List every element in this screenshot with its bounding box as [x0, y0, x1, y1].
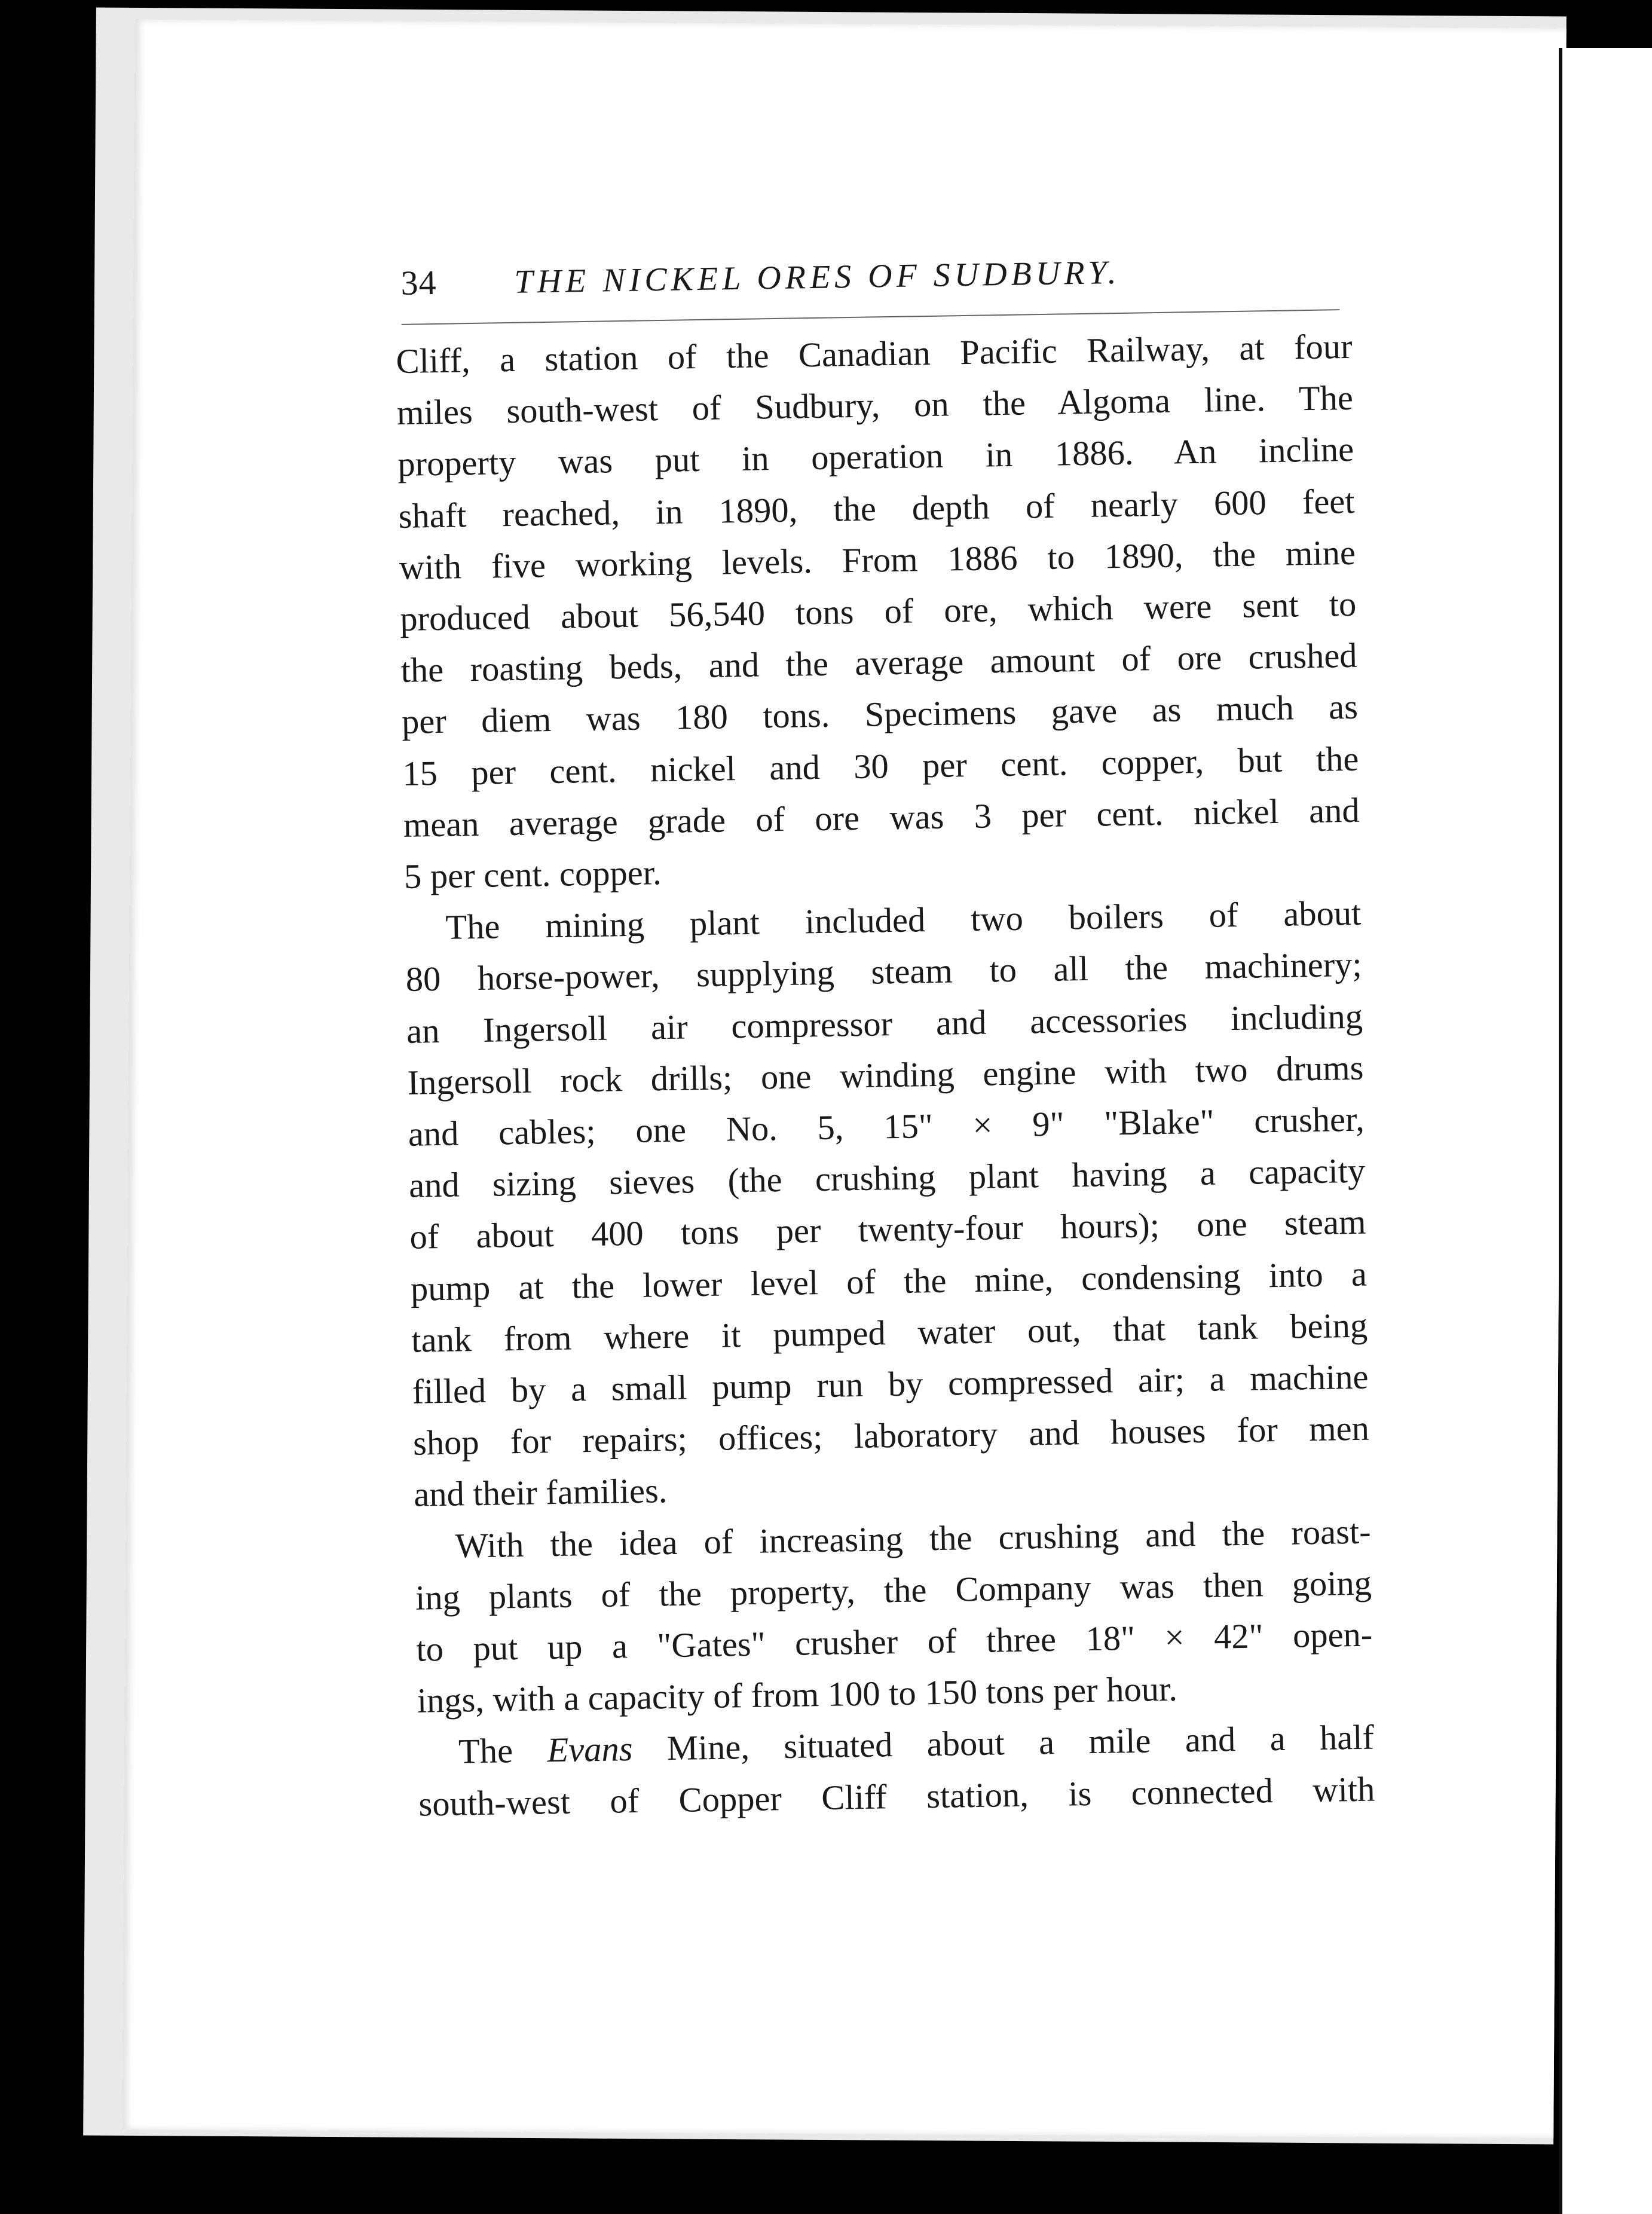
text-line: 5 per cent. copper.	[403, 853, 662, 896]
text-line: 80 horse-power, supplying steam to all the machinery;	[405, 945, 1363, 999]
text-line: produced about 56,540 tons of ore, which were sent to	[399, 584, 1357, 638]
text-line: Ingersoll rock drills; one winding engine with two drums	[407, 1048, 1364, 1102]
text-line: per diem was 180 tons. Specimens gave as much as	[401, 687, 1359, 742]
text-line: and their families.	[413, 1471, 668, 1515]
text-line: the roasting beds, and the average amount of ore crushed	[400, 636, 1358, 690]
text-line: With the idea of increasing the crushing and the roast-	[455, 1512, 1372, 1565]
page-number: 34	[400, 262, 438, 302]
text-line: miles south-west of Sudbury, on the Algoma line. The	[396, 378, 1354, 433]
text-line: shop for repairs; offices; laboratory and houses for men	[412, 1408, 1370, 1463]
text-line: ings, with a capacity of from 100 to 150 tons per hour.	[417, 1669, 1178, 1720]
text-line: pump at the lower level of the mine, condensing into a	[410, 1254, 1368, 1308]
text-line: with five working levels. From 1886 to 1890, the mine	[399, 533, 1356, 587]
text-line: Cliff, a station of the Canadian Pacific Railway, at four	[396, 326, 1353, 381]
paragraph-1	[396, 321, 1361, 903]
text-line: tank from where it pumped water out, that tank being	[411, 1305, 1368, 1360]
text-line: filled by a small pump run by compressed air; a machine	[412, 1357, 1369, 1411]
paragraph-2	[405, 888, 1370, 1521]
text-line: south-west of Copper Cliff station, is connected with	[418, 1769, 1375, 1824]
text-line: 15 per cent. nickel and 30 per cent. copper, but the	[402, 739, 1359, 793]
text-fragment: The	[458, 1730, 548, 1772]
text-line: an Ingersoll air compressor and accessories including	[406, 996, 1363, 1051]
page-text-block	[394, 248, 1375, 1830]
paragraph-3	[414, 1506, 1373, 1727]
text-line: mean average grade of ore was 3 per cent. nickel and	[403, 790, 1360, 845]
text-line: shaft reached, in 1890, the depth of nearly 600 feet	[398, 481, 1355, 536]
text-line: and sizing sieves (the crushing plant having a capacity	[408, 1151, 1366, 1206]
text-line: of about 400 tons per twenty-four hours); one steam	[409, 1203, 1366, 1257]
running-title: THE NICKEL ORES OF SUDBURY.	[514, 253, 1121, 301]
text-fragment: Mine, situated about a mile and a half	[632, 1718, 1375, 1769]
text-line: and cables; one No. 5, 15" × 9" "Blake" crusher,	[408, 1099, 1365, 1154]
text-line: The mining plant included two boilers of about	[445, 893, 1362, 947]
text-line: ing plants of the property, the Company was then going	[415, 1563, 1372, 1617]
paragraph-4	[417, 1712, 1375, 1830]
italic-mine-name: Evans	[546, 1729, 633, 1770]
facing-page-edge	[1559, 48, 1652, 2214]
text-line: property was put in operation in 1886. An incline	[397, 430, 1354, 484]
text-line: to put up a "Gates" crusher of three 18" × 42" open-	[415, 1614, 1373, 1669]
